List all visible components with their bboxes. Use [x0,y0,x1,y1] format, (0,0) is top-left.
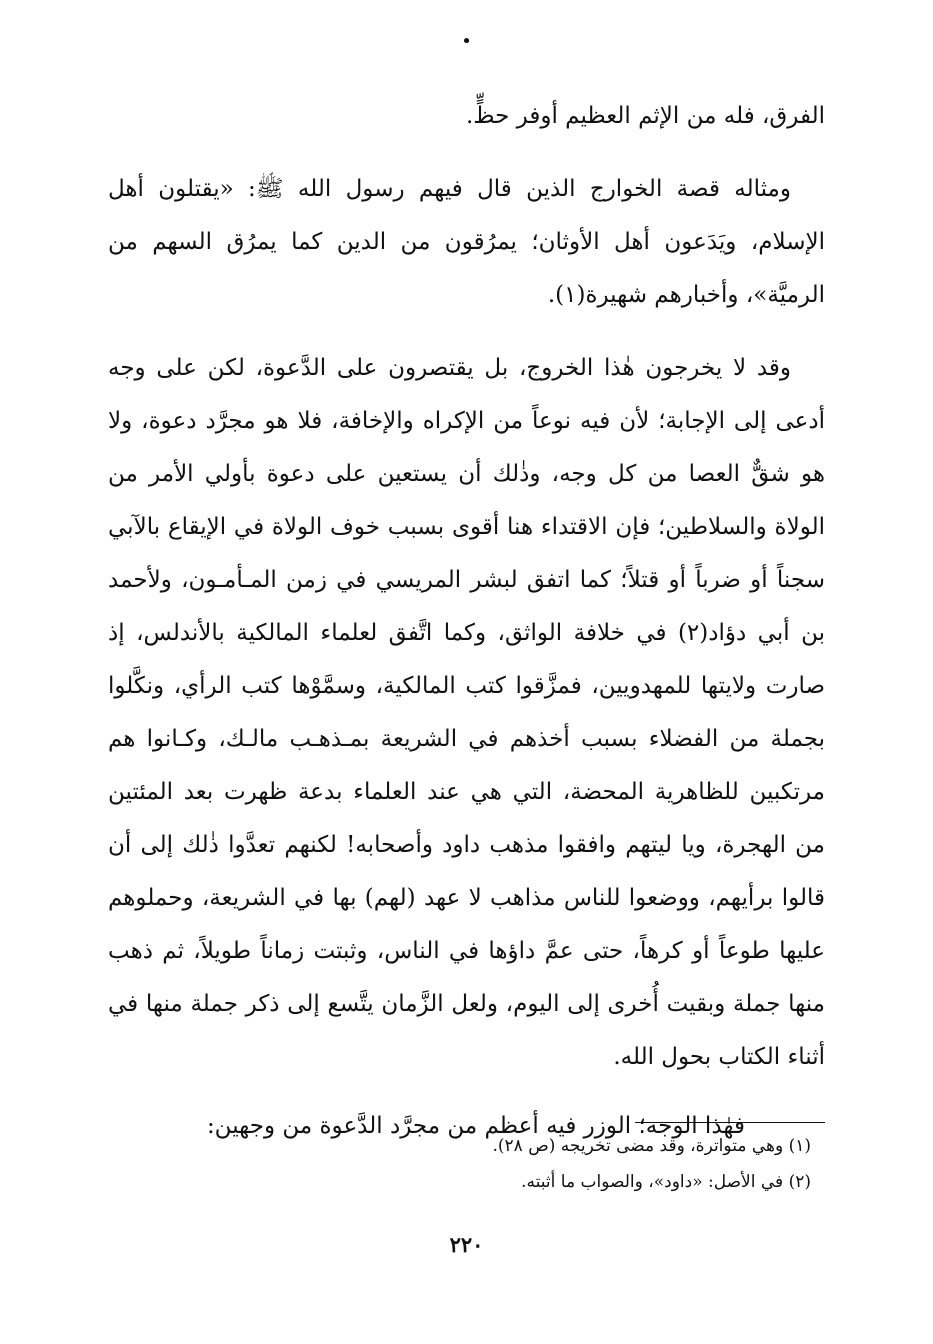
book-page [108,0,825,1344]
footnote-1: (١) وهي متواترة، وقد مضى تخريجه (ص ٢٨). [492,1136,811,1156]
footnotes [108,1128,825,1200]
paragraph-rulers: وقد لا يخرجون هٰذا الخروج، بل يقتصرون على الدَّعوة، لكن على وجه أدعى إلى الإجابة؛ لأن فيه نوعاً من الإكراه والإخافة، فلا هو مجرَّد دعوة، ولا هو شقٌّ العصا من كل وجه، وذٰلك أن يستعين على دعوة بأولي الأمر من الولاة والسلاطين؛ فإن الاقتداء هنا أقوى بسبب خوف الولاة في الإيقاع بالآبي سجناً أو ضرباً أو قتلاً؛ كما اتفق لبشر المريسي في زمن المـأمـون، ولأحمد بن أبي دؤاد(٢) في خلافة الواثق، وكما اتَّفق لعلماء المالكية بالأندلس، إذ صارت ولايتها للمهدويين، فمزَّقوا كتب المالكية، وسمَّوْها كتب الرأي، ونكَّلوا بجملة من الفضلاء بسبب أخذهم في الشريعة بمـذهـب مالـك، وكـانوا هم مرتكبين للظاهرية المحضة، التي هي عند العلماء بدعة ظهرت بعد المئتين من الهجرة، ويا ليتهم وافقوا مذهب داود وأصحابه! لكنهم تعدَّوا ذٰلك إلى أن قالوا برأيهم، ووضعوا للناس مذاهب لا عهد (لهم) بها في الشريعة، وحملوهم عليها طوعاً أو كرهاً، حتى عمَّ داؤها في الناس، وثبتت زماناً طويلاً، ثم ذهب منها جملة وبقيت أُخرى إلى اليوم، ولعل الزَّمان يتَّسع إلى ذكر جملة منها في أثناء الكتاب بحول الله. [108,355,825,1070]
paragraph-closing: فهٰذا الوجه؛ الوزر فيه أعظم من مجرَّد الدَّعوة من وجهين: [206,1113,745,1139]
footnote-separator [635,1122,825,1123]
main-text [108,90,825,1153]
page-number: ٢٢٠ [449,1232,484,1257]
top-mark: • [461,31,472,52]
paragraph-khawarij: ومثاله قصة الخوارج الذين قال فيهم رسول الله ﷺ: «يقتلون أهل الإسلام، ويَدَعون أهل الأوثان؛ يمرُقون من الدين كما يمرُق السهم من الرميَّة»، وأخبارهم شهيرة(١). [108,176,825,308]
footnote-2: (٢) في الأصل: «داود»، والصواب ما أثبته. [521,1172,811,1192]
paragraph-continuation: الفرق، فله من الإثم العظيم أوفر حظٍّ. [466,103,825,129]
